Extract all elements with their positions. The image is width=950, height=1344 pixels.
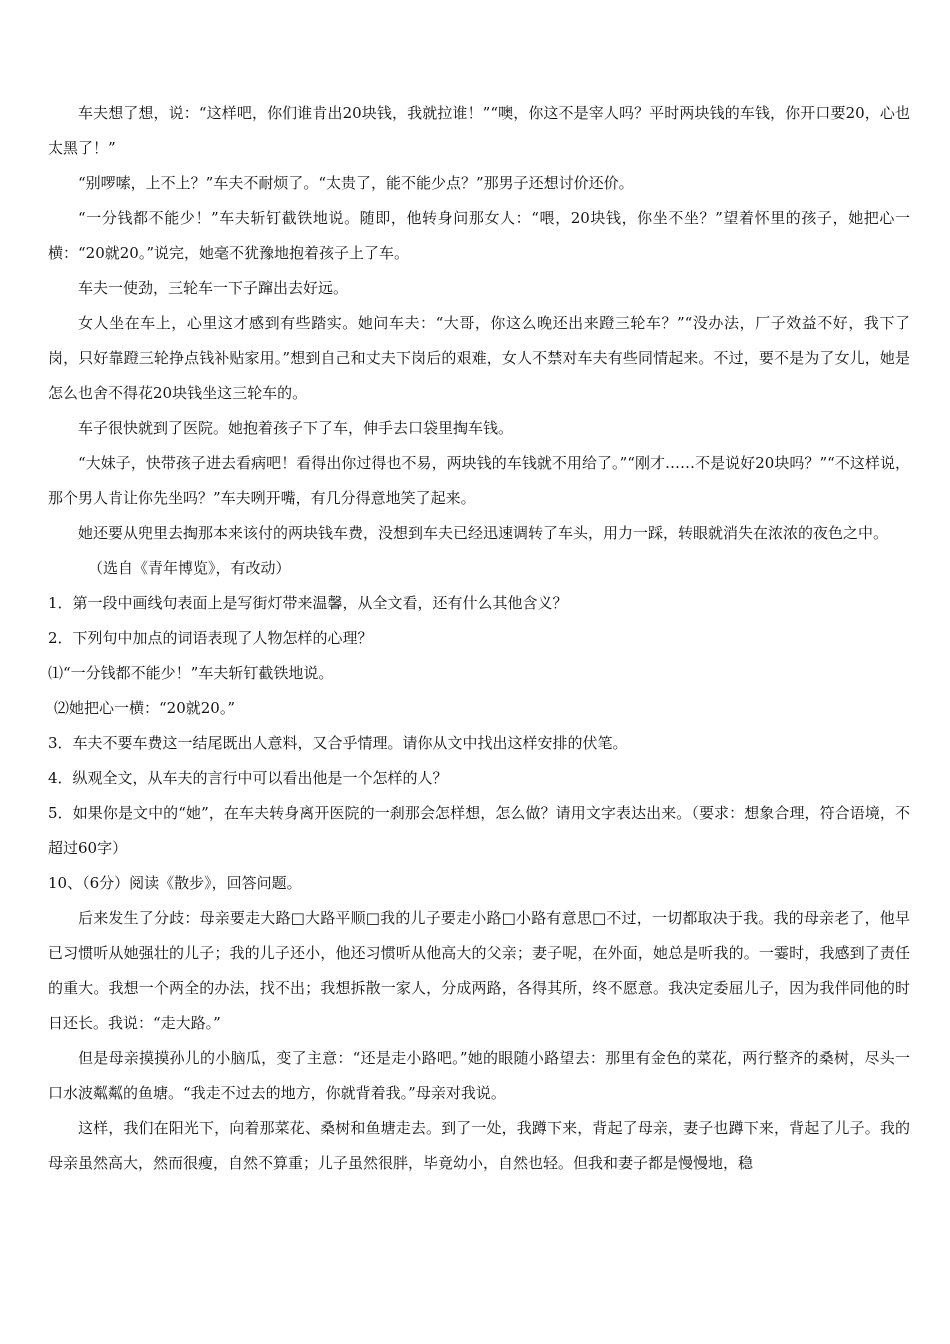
story-paragraph-5: 女人坐在车上，心里这才感到有些踏实。她问车夫：“大哥，你这么晚还出来蹬三轮车？”“没办法，厂子效益不好，我下了岗，只好靠蹬三轮挣点钱补贴家用。”想到自己和丈夫下岗后的艰难，女人不禁对车夫有些同情起来。不过，要不是为了女儿，她是怎么也舍不得花20块钱坐这三轮车的。	[48, 314, 910, 402]
story-source: （选自《青年博览》，有改动）	[88, 559, 291, 577]
story-paragraph-3: “一分钱都不能少！”车夫斩钉截铁地说。随即，他转身问那女人：“喂，20块钱，你坐不坐？”望着怀里的孩子，她把心一横：“20就20。”说完，她毫不犹豫地抱着孩子上了车。	[48, 209, 910, 262]
question-1: 1．第一段中画线句表面上是写街灯带来温馨，从全文看，还有什么其他含义？	[48, 594, 568, 612]
question-4: 4．纵观全文，从车夫的言行中可以看出他是一个怎样的人？	[48, 769, 448, 787]
story-paragraph-7: “大妹子，快带孩子进去看病吧！看得出你过得也不易，两块钱的车钱就不用给了。”“刚才……不是说好20块吗？”“不这样说，那个男人肯让你先坐吗？”车夫咧开嘴，有几分得意地笑了起来。	[48, 454, 910, 507]
document-page	[48, 96, 910, 1181]
question-2-part-2: ⑵她把心一横：“20就20。”	[54, 699, 236, 717]
story-paragraph-1: 车夫想了想，说：“这样吧，你们谁肯出20块钱，我就拉谁！”“噢，你这不是宰人吗？平时两块钱的车钱，你开口要20，心也太黑了！”	[48, 104, 910, 157]
section-10-paragraph-1: 后来发生了分歧：母亲要走大路□大路平顺□我的儿子要走小路□小路有意思□不过，一切都取决于我。我的母亲老了，他早已习惯听从她强壮的儿子；我的儿子还小，他还习惯听从他高大的父亲；妻子呢，在外面，她总是听我的。一霎时，我感到了责任的重大。我想一个两全的办法，找不出；我想拆散一家人，分成两路，各得其所，终不愿意。我决定委屈儿子，因为我伴同他的时日还长。我说：“走大路。”	[48, 909, 910, 1032]
section-10-heading: 10、（6分）阅读《散步》，回答问题。	[48, 874, 302, 892]
story-paragraph-2: “别啰嗦，上不上？”车夫不耐烦了。“太贵了，能不能少点？”那男子还想讨价还价。	[78, 174, 634, 192]
story-paragraph-8: 她还要从兜里去掏那本来该付的两块钱车费，没想到车夫已经迅速调转了车头，用力一踩，转眼就消失在浓浓的夜色之中。	[78, 524, 889, 542]
section-10-paragraph-2: 但是母亲摸摸孙儿的小脑瓜，变了主意：“还是走小路吧。”她的眼随小路望去：那里有金色的菜花，两行整齐的桑树，尽头一口水波粼粼的鱼塘。“我走不过去的地方，你就背着我。”母亲对我说。	[48, 1049, 910, 1102]
story-paragraph-4: 车夫一使劲，三轮车一下子蹿出去好远。	[78, 279, 349, 297]
question-2: 2．下列句中加点的词语表现了人物怎样的心理？	[48, 629, 373, 647]
section-10-paragraph-3: 这样，我们在阳光下，向着那菜花、桑树和鱼塘走去。到了一处，我蹲下来，背起了母亲，妻子也蹲下来，背起了儿子。我的母亲虽然高大，然而很瘦，自然不算重；儿子虽然很胖，毕竟幼小，自然也轻。但我和妻子都是慢慢地，稳	[48, 1119, 910, 1172]
question-5: 5．如果你是文中的“她”，在车夫转身离开医院的一刹那会怎样想，怎么做？请用文字表达出来。（要求：想象合理，符合语境，不超过60字）	[48, 804, 910, 857]
question-3: 3．车夫不要车费这一结尾既出人意料，又合乎情理。请你从文中找出这样安排的伏笔。	[48, 734, 628, 752]
question-2-part-1: ⑴“一分钱都不能少！”车夫斩钉截铁地说。	[48, 664, 334, 682]
story-paragraph-6: 车子很快就到了医院。她抱着孩子下了车，伸手去口袋里掏车钱。	[78, 419, 514, 437]
